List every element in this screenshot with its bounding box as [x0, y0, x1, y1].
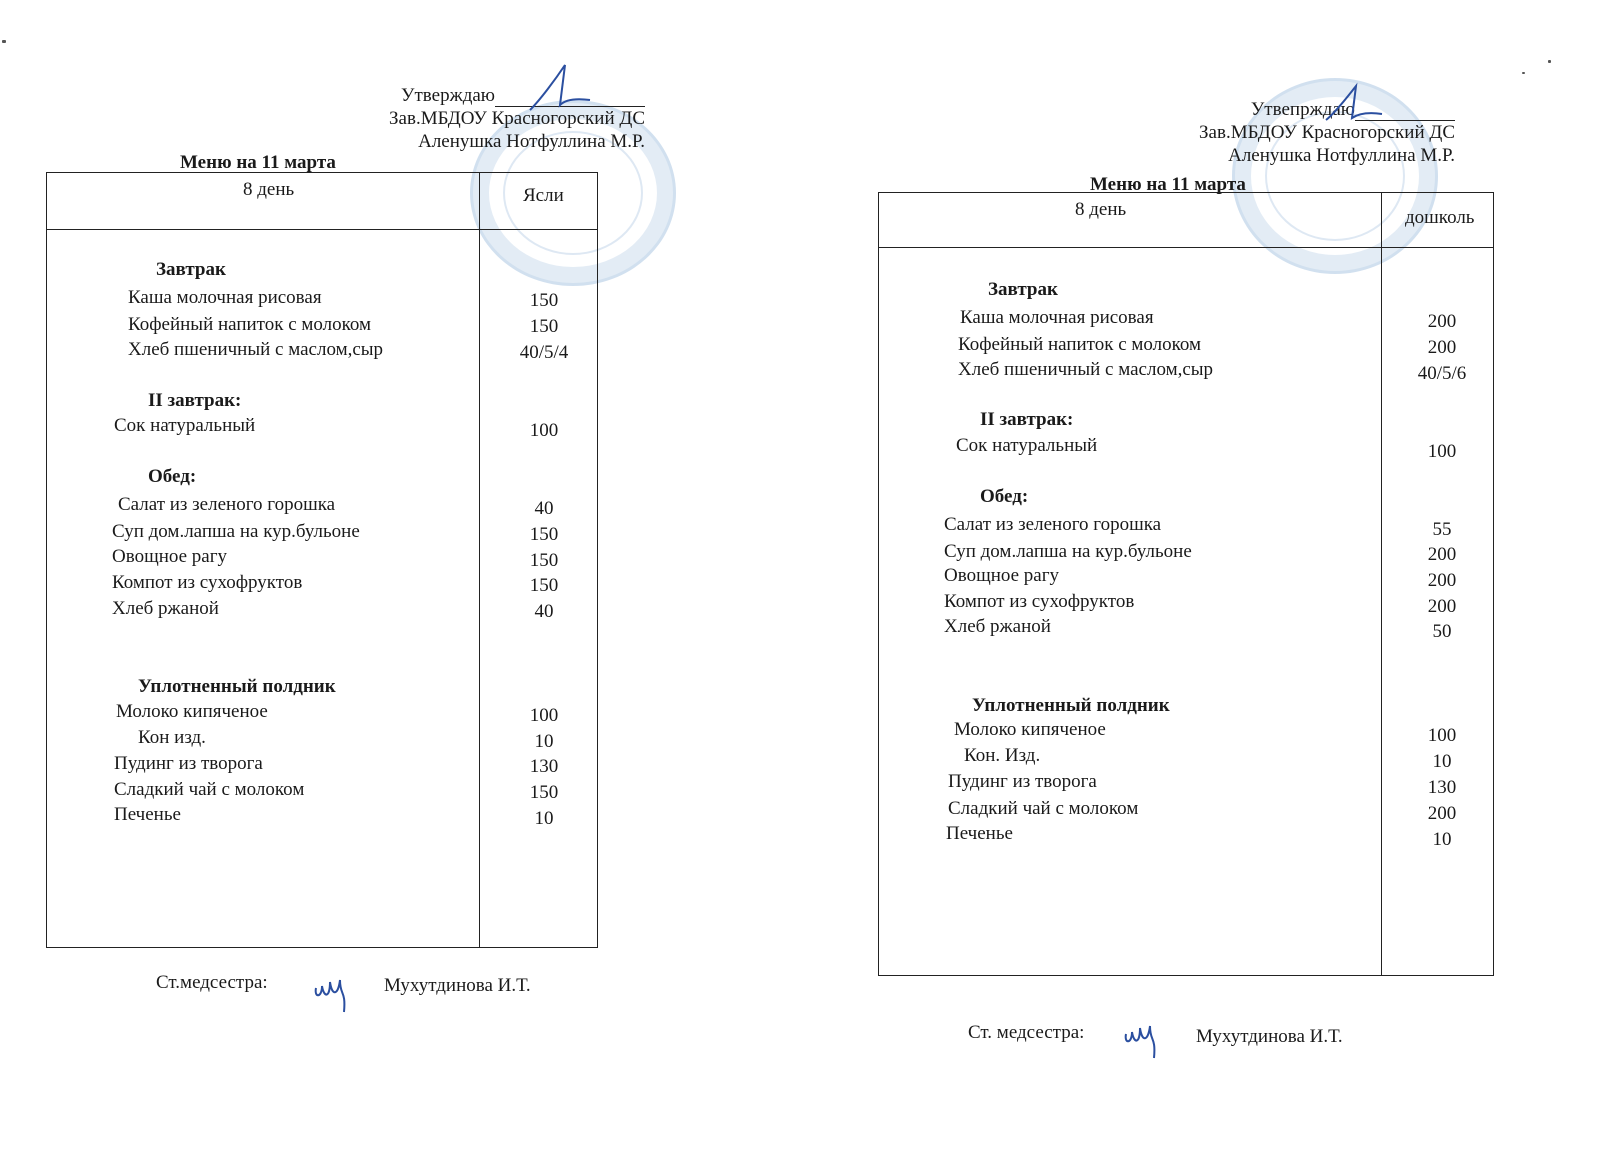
day-header: 8 день — [243, 179, 295, 200]
menu-item-label: Овощное рагу — [944, 565, 1060, 586]
group-header: Ясли — [523, 185, 564, 206]
menu-item-portion: 10 — [534, 731, 554, 752]
meal-section-heading: Уплотненный полдник — [972, 695, 1170, 716]
menu-item-portion: 150 — [529, 524, 559, 545]
menu-item-portion: 100 — [529, 420, 559, 441]
menu-item-label: Овощное рагу — [112, 546, 228, 567]
nurse-signature — [1122, 1014, 1164, 1060]
menu-item-label: Суп дом.лапша на кур.бульоне — [112, 521, 360, 542]
scan-speck — [2, 40, 6, 43]
menu-item-label: Сок натуральный — [114, 415, 256, 436]
menu-item-portion: 150 — [529, 550, 559, 571]
menu-item-label: Кон. Изд. — [964, 745, 1041, 766]
menu-item-label: Хлеб пшеничный с маслом,сыр — [128, 339, 384, 360]
nurse-label: Ст.медсестра: — [156, 972, 268, 993]
menu-item-portion: 150 — [529, 290, 559, 311]
meal-section-heading: Завтрак — [988, 279, 1058, 300]
menu-item-label: Каша молочная рисовая — [960, 307, 1154, 328]
approve-label: Утверждаю — [401, 85, 495, 106]
menu-item-portion: 200 — [1427, 544, 1457, 565]
approval-block-right — [1110, 98, 1455, 167]
day-header: 8 день — [1075, 199, 1127, 220]
menu-item-label: Хлеб ржаной — [112, 598, 219, 619]
menu-item-label: Кофейный напиток с молоком — [958, 334, 1202, 355]
menu-item-label: Пудинг из творога — [114, 753, 263, 774]
director-signature — [520, 60, 600, 120]
menu-item-portion: 200 — [1427, 570, 1457, 591]
menu-item-portion: 10 — [1432, 829, 1452, 850]
menu-item-portion: 150 — [529, 782, 559, 803]
approve-label: Утвепрждаю — [1250, 99, 1355, 120]
nurse-signature — [312, 968, 352, 1014]
menu-item-label: Кон изд. — [138, 727, 206, 748]
menu-item-portion: 50 — [1432, 621, 1452, 642]
menu-item-label: Сладкий чай с молоком — [114, 779, 305, 800]
director-position: Зав.МБДОУ Красногорский ДС — [1199, 122, 1455, 143]
menu-title-right: Меню на 11 марта — [1090, 174, 1246, 195]
nurse-label: Ст. медсестра: — [968, 1022, 1085, 1043]
nurse-name: Мухутдинова И.Т. — [384, 975, 531, 996]
menu-item-portion: 10 — [1432, 751, 1452, 772]
menu-item-portion: 200 — [1427, 337, 1457, 358]
menu-item-label: Молоко кипяченое — [954, 719, 1106, 740]
menu-item-label: Сок натуральный — [956, 435, 1098, 456]
menu-item-portion: 150 — [529, 316, 559, 337]
director-name: Аленушка Нотфуллина М.Р. — [418, 131, 645, 152]
group-header: дошколь — [1405, 207, 1475, 228]
menu-item-label: Салат из зеленого горошка — [944, 514, 1162, 535]
menu-item-portion: 100 — [1427, 725, 1457, 746]
menu-item-portion: 10 — [534, 808, 554, 829]
menu-item-portion: 200 — [1427, 596, 1457, 617]
menu-item-label: Пудинг из творога — [948, 771, 1097, 792]
director-name: Аленушка Нотфуллина М.Р. — [1228, 145, 1455, 166]
meal-section-heading: Уплотненный полдник — [138, 676, 336, 697]
menu-item-portion: 200 — [1427, 803, 1457, 824]
menu-item-portion: 200 — [1427, 311, 1457, 332]
director-signature — [1320, 80, 1390, 130]
menu-item-portion: 130 — [529, 756, 559, 777]
meal-section-heading: Обед: — [148, 466, 197, 487]
menu-item-label: Печенье — [114, 804, 181, 825]
menu-item-label: Сладкий чай с молоком — [948, 798, 1139, 819]
director-position: Зав.МБДОУ Красногорский ДС — [389, 108, 645, 129]
nurse-name: Мухутдинова И.Т. — [1196, 1026, 1343, 1047]
menu-item-portion: 40/5/6 — [1417, 363, 1467, 384]
menu-item-label: Компот из сухофруктов — [112, 572, 303, 593]
menu-item-portion: 55 — [1432, 519, 1452, 540]
menu-item-label: Хлеб ржаной — [944, 616, 1051, 637]
menu-item-portion: 100 — [529, 705, 559, 726]
meal-section-heading: Обед: — [980, 486, 1029, 507]
meal-section-heading: II завтрак: — [980, 409, 1074, 430]
menu-item-portion: 150 — [529, 575, 559, 596]
menu-item-label: Суп дом.лапша на кур.бульоне — [944, 541, 1192, 562]
meal-section-heading: Завтрак — [156, 259, 226, 280]
menu-item-label: Молоко кипяченое — [116, 701, 268, 722]
menu-item-label: Кофейный напиток с молоком — [128, 314, 372, 335]
menu-item-label: Хлеб пшеничный с маслом,сыр — [958, 359, 1214, 380]
menu-item-label: Салат из зеленого горошка — [118, 494, 336, 515]
menu-item-label: Каша молочная рисовая — [128, 287, 322, 308]
scan-speck — [1522, 72, 1525, 74]
menu-item-label: Печенье — [946, 823, 1013, 844]
meal-section-heading: II завтрак: — [148, 390, 242, 411]
menu-item-portion: 40/5/4 — [519, 342, 569, 363]
menu-item-portion: 100 — [1427, 441, 1457, 462]
menu-item-portion: 40 — [534, 601, 554, 622]
scan-speck — [1548, 60, 1551, 63]
menu-title-left: Меню на 11 марта — [180, 152, 336, 173]
menu-item-label: Компот из сухофруктов — [944, 591, 1135, 612]
menu-item-portion: 130 — [1427, 777, 1457, 798]
menu-item-portion: 40 — [534, 498, 554, 519]
